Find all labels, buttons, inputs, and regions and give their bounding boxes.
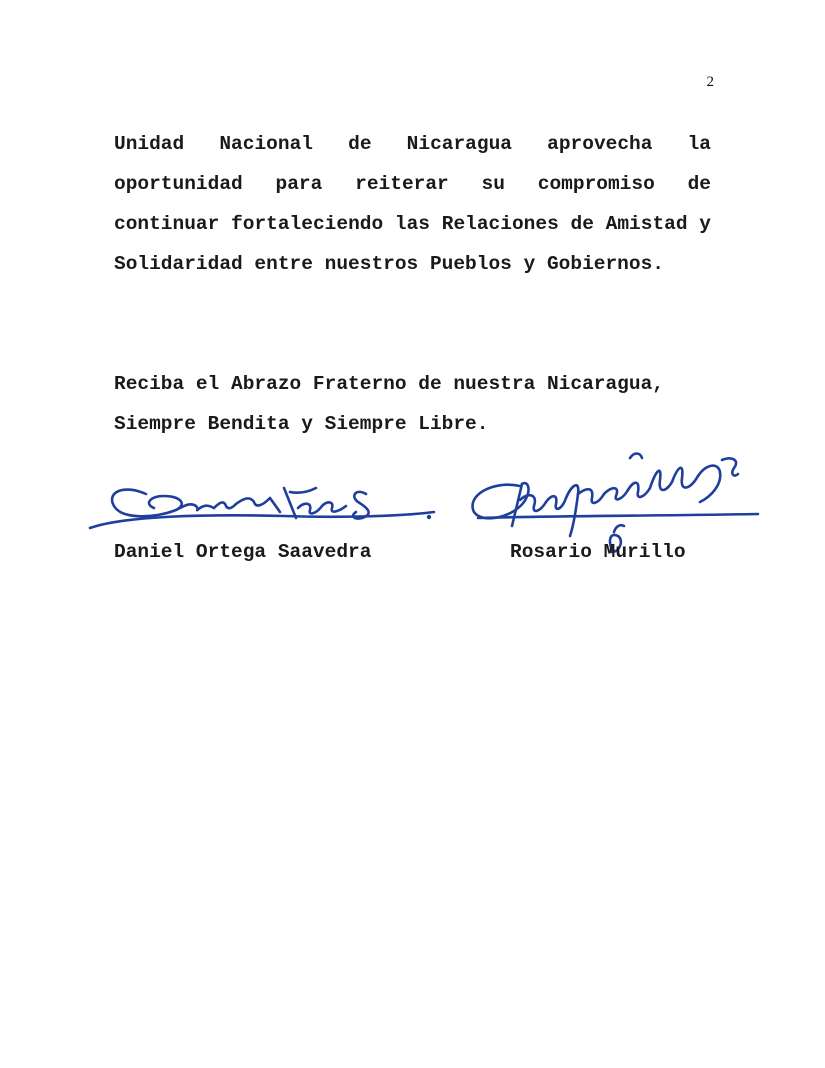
farewell-paragraph (114, 364, 711, 444)
farewell-line-2: Siempre Bendita y Siempre Libre. (114, 413, 489, 435)
ortega-signature (84, 466, 454, 536)
signer-name-murillo: Rosario Murillo (510, 541, 686, 563)
farewell-line-1: Reciba el Abrazo Fraterno de nuestra Nicaragua, (114, 373, 664, 395)
closing-paragraph: Unidad Nacional de Nicaragua aprovecha la oportunidad para reiterar su compromiso de continuar fortaleciendo las Relaciones de Amistad y Solidaridad entre nuestros Pueblos y Gobiernos. (114, 133, 711, 275)
page-number: 2 (706, 74, 714, 90)
signer-name-ortega: Daniel Ortega Saavedra (114, 541, 372, 563)
